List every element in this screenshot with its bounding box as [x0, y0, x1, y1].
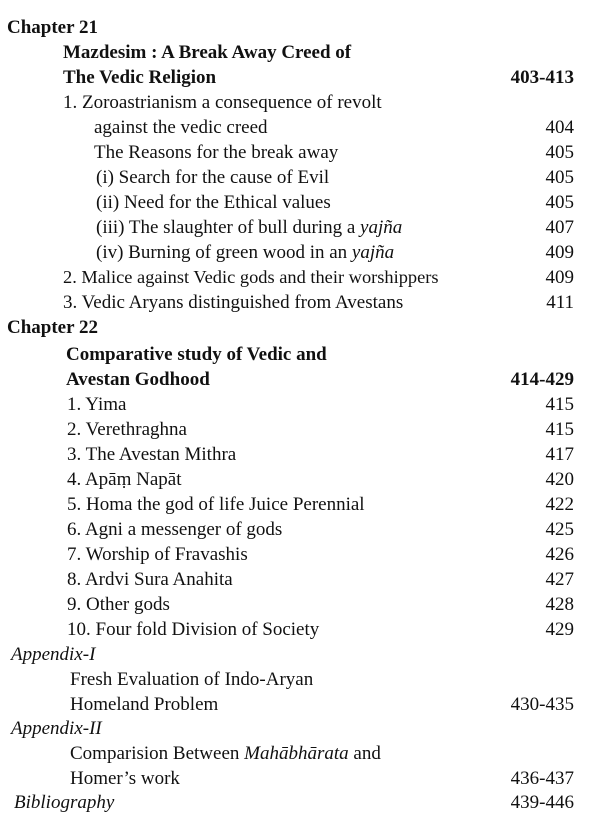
toc-entry-page: 417: [545, 444, 574, 465]
toc-entry-text: [96, 215, 402, 240]
toc-entry: [0, 517, 595, 542]
appendix-1-page-range: 430-435: [510, 694, 574, 715]
toc-entry-page: 426: [545, 544, 574, 565]
toc-entry-page: 409: [545, 242, 574, 263]
toc-entry-text-part: (iv) Burning of green wood in an: [96, 242, 352, 263]
toc-entry-page: 409: [545, 267, 574, 288]
toc-entry-text: 3. Vedic Aryans distinguished from Avestans: [63, 292, 404, 313]
toc-entry: [0, 215, 595, 240]
chapter-21-page-range: 403-413: [510, 67, 574, 88]
toc-entry: [0, 90, 595, 115]
toc-entry-text: [96, 240, 394, 265]
toc-entry-page: 422: [545, 494, 574, 515]
appendix-1-heading-row: [0, 642, 595, 667]
chapter-22-page-range: 414-429: [510, 369, 574, 390]
toc-entry-text: 9. Other gods: [67, 594, 170, 615]
toc-entry-text: 2. Verethraghna: [67, 419, 187, 440]
toc-entry-text: 1. Yima: [67, 394, 127, 415]
toc-entry-page: 425: [545, 519, 574, 540]
chapter-21-title-line1: Mazdesim : A Break Away Creed of: [63, 42, 352, 63]
toc-entry: [0, 190, 595, 215]
toc-entry: [0, 240, 595, 265]
chapter-22-heading: Chapter 22: [7, 317, 98, 338]
appendix-1-title-row-2: [0, 692, 595, 717]
toc-entry: [0, 265, 595, 290]
toc-entry: [0, 165, 595, 190]
toc-entry-page: 429: [545, 619, 574, 640]
toc-entry-text: 8. Ardvi Sura Anahita: [67, 569, 233, 590]
toc-entry-page: 427: [545, 569, 574, 590]
appendix-1-heading: Appendix-I: [11, 644, 96, 665]
toc-entry-text: (ii) Need for the Ethical values: [96, 192, 331, 213]
appendix-2-title-row-2: [0, 766, 595, 791]
chapter-22-title-line1: Comparative study of Vedic and: [66, 344, 327, 365]
appendix-2-heading: Appendix-II: [11, 718, 102, 739]
chapter-21-title-line2: The Vedic Religion: [63, 67, 217, 88]
appendix-1-title-line2: Homeland Problem: [70, 694, 219, 715]
toc-entry: [0, 592, 595, 617]
toc-entry: [0, 492, 595, 517]
toc-entry-page: 404: [545, 117, 574, 138]
chapter-22-title-row: [0, 342, 595, 367]
toc-entry-page: 415: [545, 394, 574, 415]
toc-entry-text-part: (iii) The slaughter of bull during a: [96, 217, 361, 238]
toc-entry-italic-term: yajña: [351, 242, 395, 263]
toc-entry-text: 2. Malice against Vedic gods and their worshippers: [63, 267, 439, 287]
toc-entry-page: 405: [545, 167, 574, 188]
toc-entry-page: 428: [545, 594, 574, 615]
chapter-21-heading-row: [0, 15, 595, 40]
chapter-21-title-row-2: [0, 65, 595, 90]
chapter-21-title-row: [0, 40, 595, 65]
toc-entry-text: 4. Apāṃ Napāt: [67, 469, 182, 490]
toc-entry: [0, 392, 595, 417]
toc-entry: [0, 115, 595, 140]
toc-entry: [0, 442, 595, 467]
toc-entry-page: 407: [545, 217, 574, 238]
toc-entry-text: 1. Zoroastrianism a consequence of revolt: [63, 92, 382, 113]
appendix-2-italic-title: Mahābhārata: [244, 743, 349, 764]
toc-entry: [0, 617, 595, 642]
chapter-22-title-row-2: [0, 367, 595, 392]
toc-entry-text: (i) Search for the cause of Evil: [96, 167, 330, 188]
toc-entry-text: 3. The Avestan Mithra: [67, 444, 237, 465]
appendix-2-title-part: Comparision Between: [70, 743, 245, 764]
toc-entry-text: The Reasons for the break away: [94, 142, 339, 163]
bibliography-page-range: 439-446: [510, 792, 574, 813]
toc-entry-text: 6. Agni a messenger of gods: [67, 519, 283, 540]
toc-entry-page: 411: [546, 292, 574, 313]
appendix-2-title-part: and: [348, 743, 381, 764]
appendix-2-title-row: [0, 741, 595, 766]
appendix-1-title-line1: Fresh Evaluation of Indo-Aryan: [70, 669, 314, 690]
toc-entry: [0, 467, 595, 492]
toc-entry: [0, 290, 595, 315]
toc-entry: [0, 417, 595, 442]
toc-entry: [0, 542, 595, 567]
toc-entry-text: 7. Worship of Fravashis: [67, 544, 248, 565]
bibliography-heading: Bibliography: [14, 792, 115, 813]
toc-entry-page: 405: [545, 142, 574, 163]
toc-entry: [0, 567, 595, 592]
toc-entry: [0, 140, 595, 165]
appendix-2-page-range: 436-437: [510, 768, 574, 789]
toc-entry-italic-term: yajña: [360, 217, 403, 238]
appendix-2-title-line1: [70, 741, 381, 766]
appendix-1-title-row: [0, 667, 595, 692]
bibliography-row: [0, 790, 595, 815]
chapter-22-title-line2: Avestan Godhood: [66, 369, 210, 390]
appendix-2-title-line2: Homer’s work: [70, 768, 180, 789]
toc-entry-text: 10. Four fold Division of Society: [67, 619, 320, 640]
toc-entry-page: 420: [545, 469, 574, 490]
toc-entry-text: against the vedic creed: [94, 117, 268, 138]
toc-entry-page: 415: [545, 419, 574, 440]
chapter-22-heading-row: [0, 315, 595, 340]
appendix-2-heading-row: [0, 716, 595, 741]
chapter-21-heading: Chapter 21: [7, 17, 98, 38]
toc-entry-text: 5. Homa the god of life Juice Perennial: [67, 494, 365, 515]
toc-entry-page: 405: [545, 192, 574, 213]
